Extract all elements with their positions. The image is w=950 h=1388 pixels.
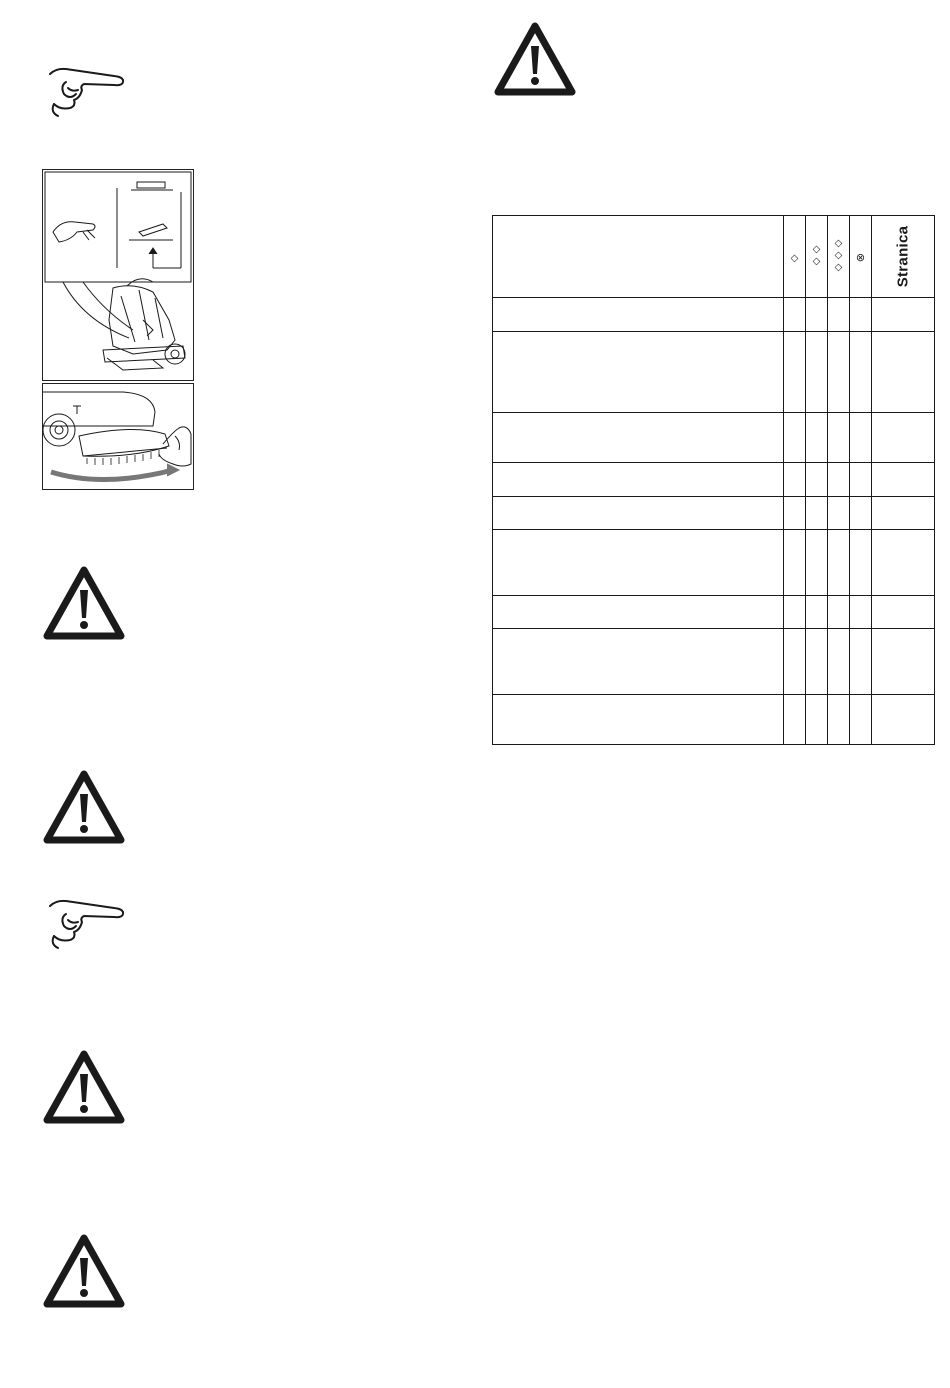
row-page xyxy=(872,695,935,745)
row-mark xyxy=(828,530,850,596)
row-page xyxy=(872,530,935,596)
row-mark xyxy=(806,596,828,629)
row-mark xyxy=(784,413,806,463)
row-description xyxy=(493,695,784,745)
row-mark xyxy=(828,332,850,413)
row-mark xyxy=(806,497,828,530)
row-description xyxy=(493,413,784,463)
row-page xyxy=(872,413,935,463)
header-symbol-monthly: ◇◇◇ xyxy=(828,216,850,298)
row-mark xyxy=(784,463,806,497)
table-row xyxy=(493,695,935,745)
maintenance-table xyxy=(492,215,935,745)
row-mark xyxy=(828,596,850,629)
row-mark xyxy=(850,413,872,463)
row-mark xyxy=(850,463,872,497)
row-page xyxy=(872,596,935,629)
row-mark xyxy=(850,332,872,413)
row-mark xyxy=(850,497,872,530)
row-page xyxy=(872,332,935,413)
row-description xyxy=(493,332,784,413)
row-page xyxy=(872,629,935,695)
table-row xyxy=(493,332,935,413)
header-symbol-weekly: ◇◇ xyxy=(806,216,828,298)
row-description xyxy=(493,629,784,695)
row-description xyxy=(493,596,784,629)
row-mark xyxy=(828,629,850,695)
row-mark xyxy=(784,530,806,596)
row-description xyxy=(493,463,784,497)
warning-triangle-icon xyxy=(42,1234,126,1308)
row-mark xyxy=(784,629,806,695)
row-description xyxy=(493,298,784,332)
table-row xyxy=(493,463,935,497)
table-row xyxy=(493,629,935,695)
row-mark xyxy=(806,463,828,497)
table-row xyxy=(493,530,935,596)
row-description xyxy=(493,530,784,596)
header-page: Stranica xyxy=(872,216,935,298)
row-mark xyxy=(828,413,850,463)
row-page xyxy=(872,463,935,497)
row-mark xyxy=(784,695,806,745)
row-mark xyxy=(828,298,850,332)
row-mark xyxy=(806,629,828,695)
row-mark xyxy=(806,298,828,332)
warning-triangle-icon xyxy=(42,770,126,844)
pointing-hand-icon xyxy=(44,896,128,952)
warning-triangle-icon xyxy=(494,22,576,96)
row-mark xyxy=(850,530,872,596)
row-mark xyxy=(784,497,806,530)
row-mark xyxy=(806,413,828,463)
row-mark xyxy=(806,695,828,745)
row-mark xyxy=(784,298,806,332)
table-row xyxy=(493,596,935,629)
row-mark xyxy=(828,497,850,530)
row-page xyxy=(872,497,935,530)
row-mark xyxy=(828,463,850,497)
warning-triangle-icon xyxy=(42,1050,126,1124)
table-row xyxy=(493,413,935,463)
row-mark xyxy=(806,332,828,413)
row-mark xyxy=(784,596,806,629)
row-mark xyxy=(806,530,828,596)
header-description xyxy=(493,216,784,298)
row-mark xyxy=(828,695,850,745)
table-row xyxy=(493,497,935,530)
row-mark xyxy=(850,629,872,695)
table-row xyxy=(493,298,935,332)
row-mark xyxy=(850,695,872,745)
brush-mounting-illustration xyxy=(42,169,194,381)
row-description xyxy=(493,497,784,530)
header-symbol-daily: ◇ xyxy=(784,216,806,298)
brush-rotation-illustration xyxy=(42,383,194,490)
row-page xyxy=(872,298,935,332)
pointing-hand-icon xyxy=(44,64,128,120)
table-header-row xyxy=(493,216,935,298)
row-mark xyxy=(850,298,872,332)
row-mark xyxy=(850,596,872,629)
row-mark xyxy=(784,332,806,413)
warning-triangle-icon xyxy=(42,566,126,640)
header-symbol-service: ⊗ xyxy=(850,216,872,298)
